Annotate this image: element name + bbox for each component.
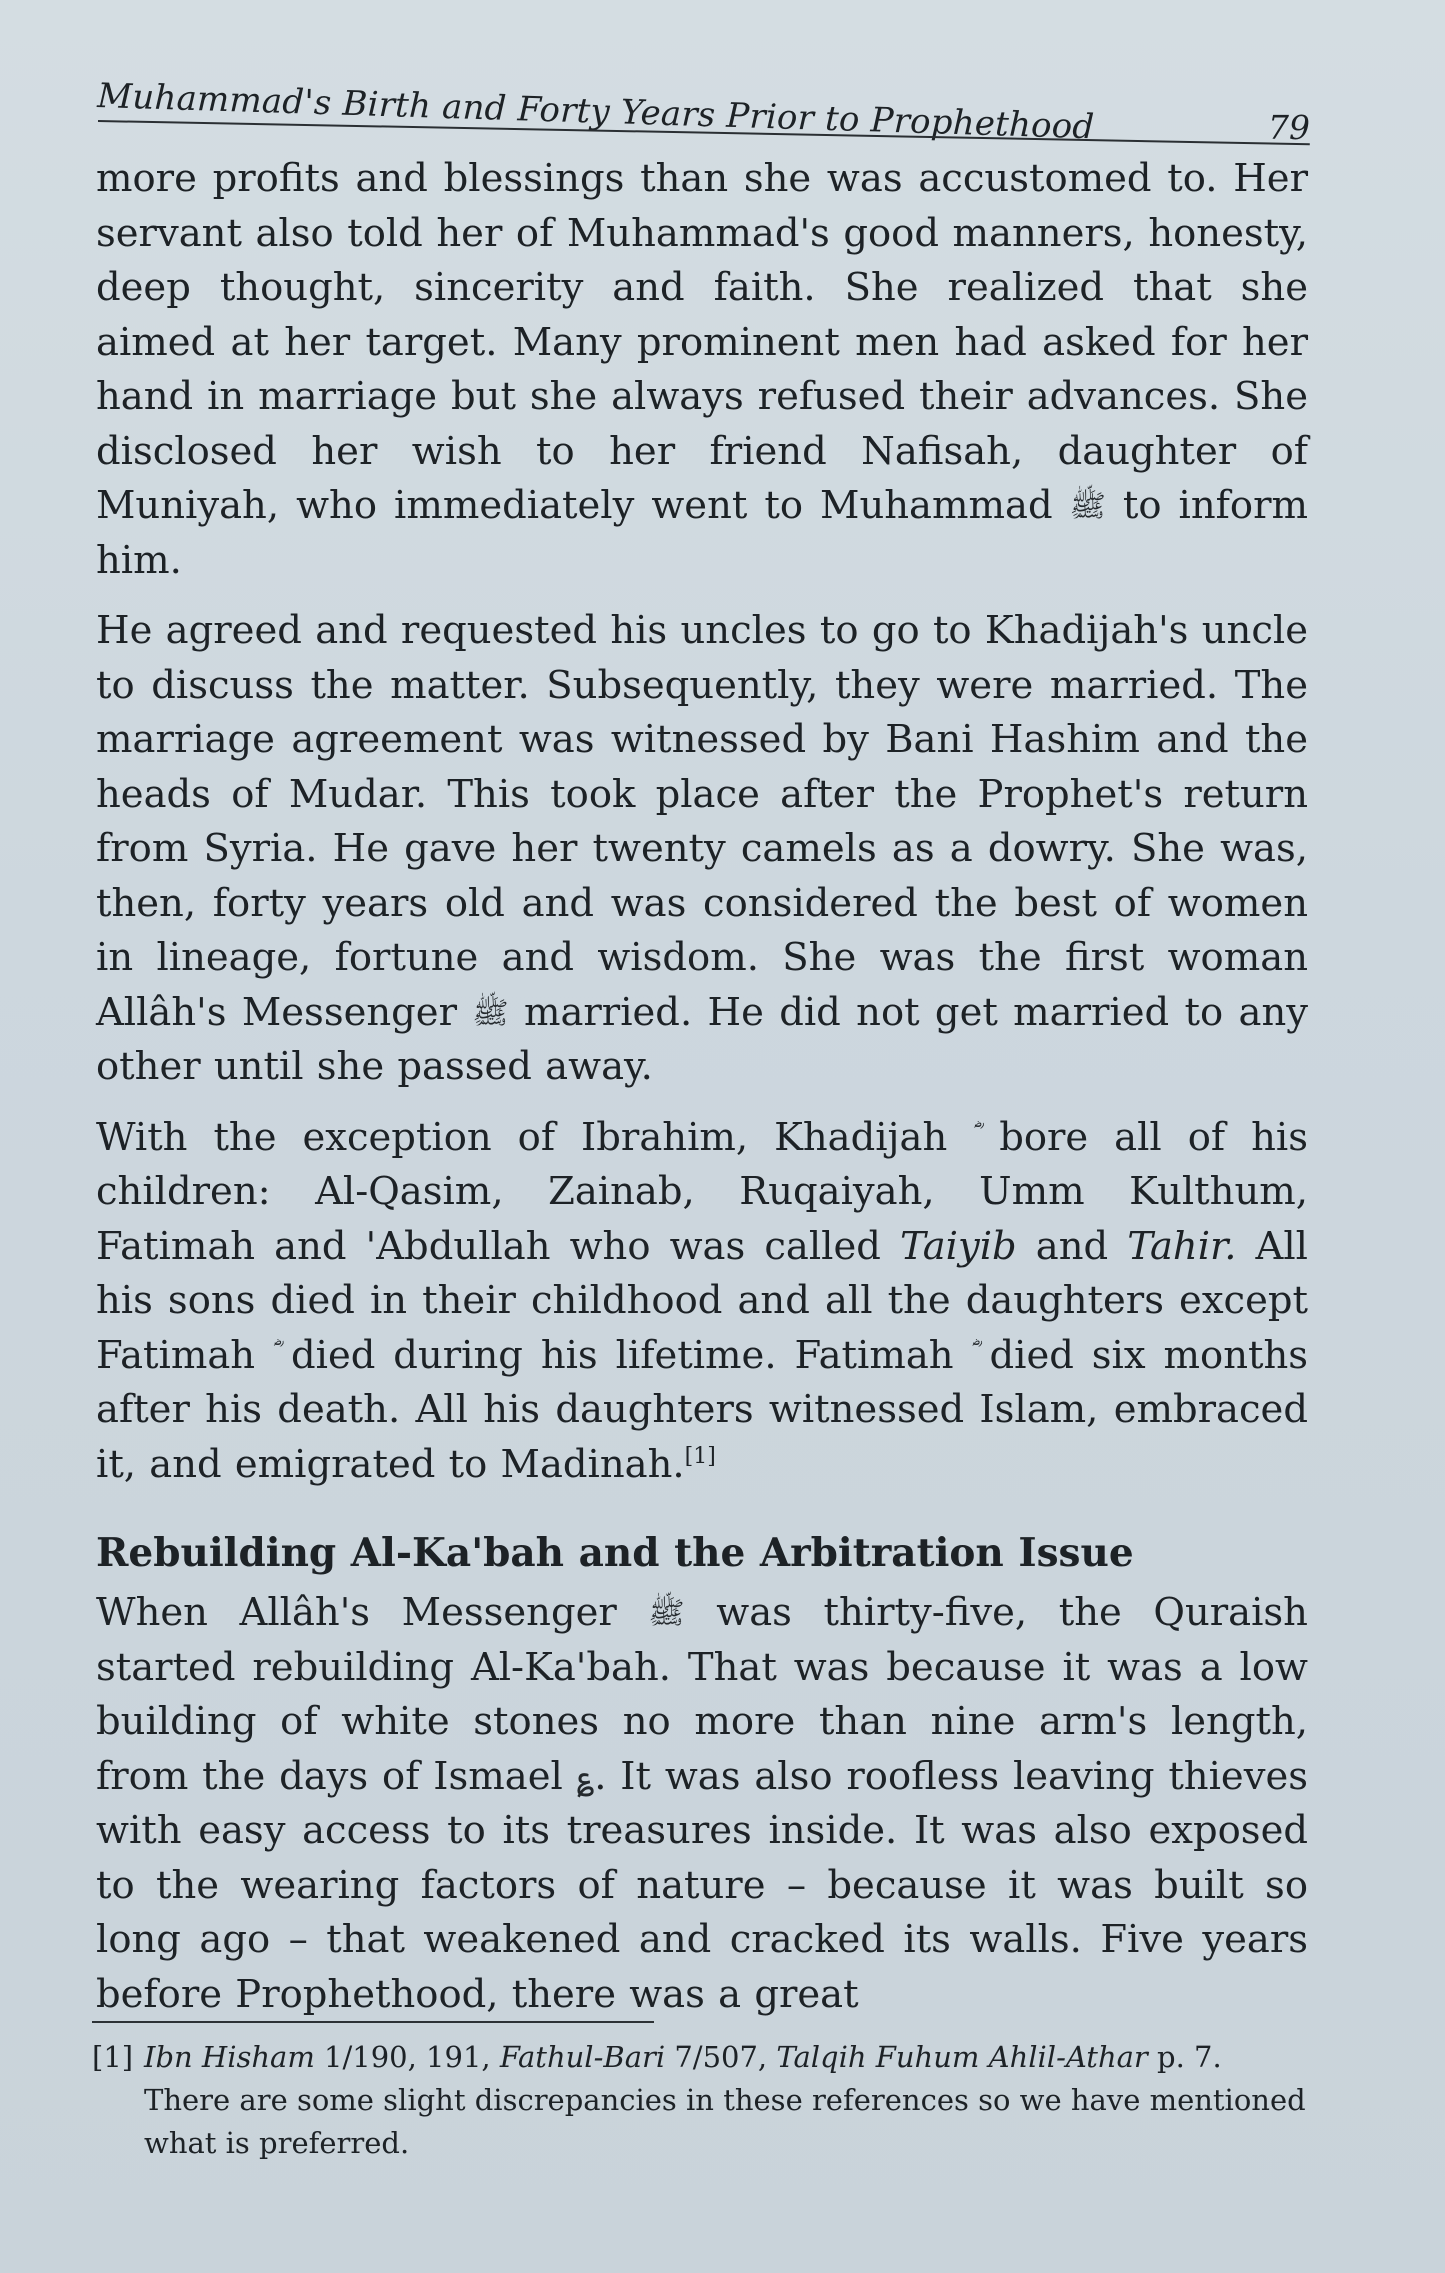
section-heading: Rebuilding Al-Ka'bah and the Arbitration Issue bbox=[96, 1530, 1134, 1576]
paragraph-2 bbox=[96, 604, 1308, 1095]
footnote-rule bbox=[92, 2021, 654, 2023]
pbuh-honorific-icon: ﷺ bbox=[472, 995, 509, 1031]
footnote-text bbox=[144, 2036, 1308, 2165]
paragraph-3-text-a: With the exception of Ibrahim, Khadijah bbox=[96, 1114, 948, 1160]
paragraph-3-text-b: bore all of his children: Al-Qasim, Zainab, Ruqaiyah, Umm Kulthum, Fatimah and 'Abdullah who was called bbox=[96, 1114, 1308, 1269]
footnote-marker: [1] bbox=[92, 2040, 134, 2074]
running-head bbox=[96, 62, 1310, 148]
paragraph-3-text-c: All his sons died in their childhood and all the daughters except Fatimah bbox=[96, 1223, 1308, 1378]
paragraph-2-text-a: He agreed and requested his uncles to go to Khadijah's uncle to discuss the matter. Subsequently, they were married. The marriage agreement was witnessed by Bani Hashim and the heads of Mudar. This took place after the Prophet's return from Syria. He gave her twenty camels as a dowry. She was, then, forty years old and was considered the best of women in lineage, fortune and wisdom. She was the first woman Allâh's Messenger bbox=[96, 608, 1308, 1035]
paragraph-1-text: more profits and blessings than she was accustomed to. Her servant also told her of Muhammad's good manners, honesty, deep thought, sincerity and faith. She realized that she aimed at her target. Many prominent men had asked for her hand in marriage but she always refused their advances. She disclosed her wish to her friend Nafisah, daughter of Muniyah, who immediately went to Muhammad bbox=[96, 156, 1308, 528]
footnote-reference[interactable]: [1] bbox=[684, 1443, 716, 1469]
paragraph-1 bbox=[96, 152, 1308, 588]
paragraph-4-text-a: When Allâh's Messenger bbox=[96, 1590, 617, 1635]
paragraph-3-text-d: died during his lifetime. Fatimah bbox=[290, 1332, 954, 1378]
paragraph-3-and: and bbox=[1035, 1223, 1109, 1269]
paragraph-4-text-b: was thirty-five, the Quraish started rebuilding Al-Ka'bah. That was because it was a low building of white stones no more than nine arm's length, from the days of Ismael bbox=[96, 1590, 1308, 1799]
footnote-ref-talqih: Talqih Fuhum Ahlil-Athar bbox=[776, 2040, 1148, 2074]
running-title: Muhammad's Birth and Forty Years Prior to Prophethood bbox=[96, 76, 1095, 148]
footnote-ref-ibn-hisham: Ibn Hisham bbox=[144, 2040, 315, 2074]
name-tahir: Tahir. bbox=[1127, 1223, 1237, 1269]
footnote-text-2: 7/507, bbox=[674, 2040, 768, 2074]
paragraph-3-text-e: died six months after his death. All his daughters witnessed Islam, embraced it, and emigrated to Madinah. bbox=[96, 1332, 1309, 1487]
footnote-text-3: p. 7. There are some slight discrepancies in these references so we have mentioned what is preferred. bbox=[144, 2040, 1306, 2160]
paragraph-3 bbox=[96, 1111, 1308, 1493]
paragraph-1-end: to inform him. bbox=[96, 483, 1308, 583]
alaihis-salam-honorific-icon: ؏ bbox=[576, 1759, 595, 1795]
footnote bbox=[92, 2036, 1308, 2165]
pbuh-honorific-icon: ﷺ bbox=[648, 1596, 685, 1631]
footnote-text-1: 1/190, 191, bbox=[324, 2040, 491, 2074]
footnote-ref-fathul-bari: Fathul-Bari bbox=[499, 2040, 666, 2074]
paragraph-4-text-c: . It was also roofless leaving thieves with easy access to its treasures inside. It was also exposed to the wearing factors of nature – because it was built so long ago – that weakened and cracked its walls. Five years before Prophethood, there was a great bbox=[96, 1753, 1308, 2017]
body-text bbox=[96, 152, 1308, 2038]
paragraph-4 bbox=[96, 1586, 1308, 2022]
paragraph-2-text-b: married. He did not get married to any other until she passed away. bbox=[96, 989, 1308, 1089]
pbuh-honorific-icon: ﷺ bbox=[1069, 489, 1106, 524]
page-number: 79 bbox=[1268, 108, 1310, 147]
name-taiyib: Taiyib bbox=[900, 1223, 1017, 1269]
